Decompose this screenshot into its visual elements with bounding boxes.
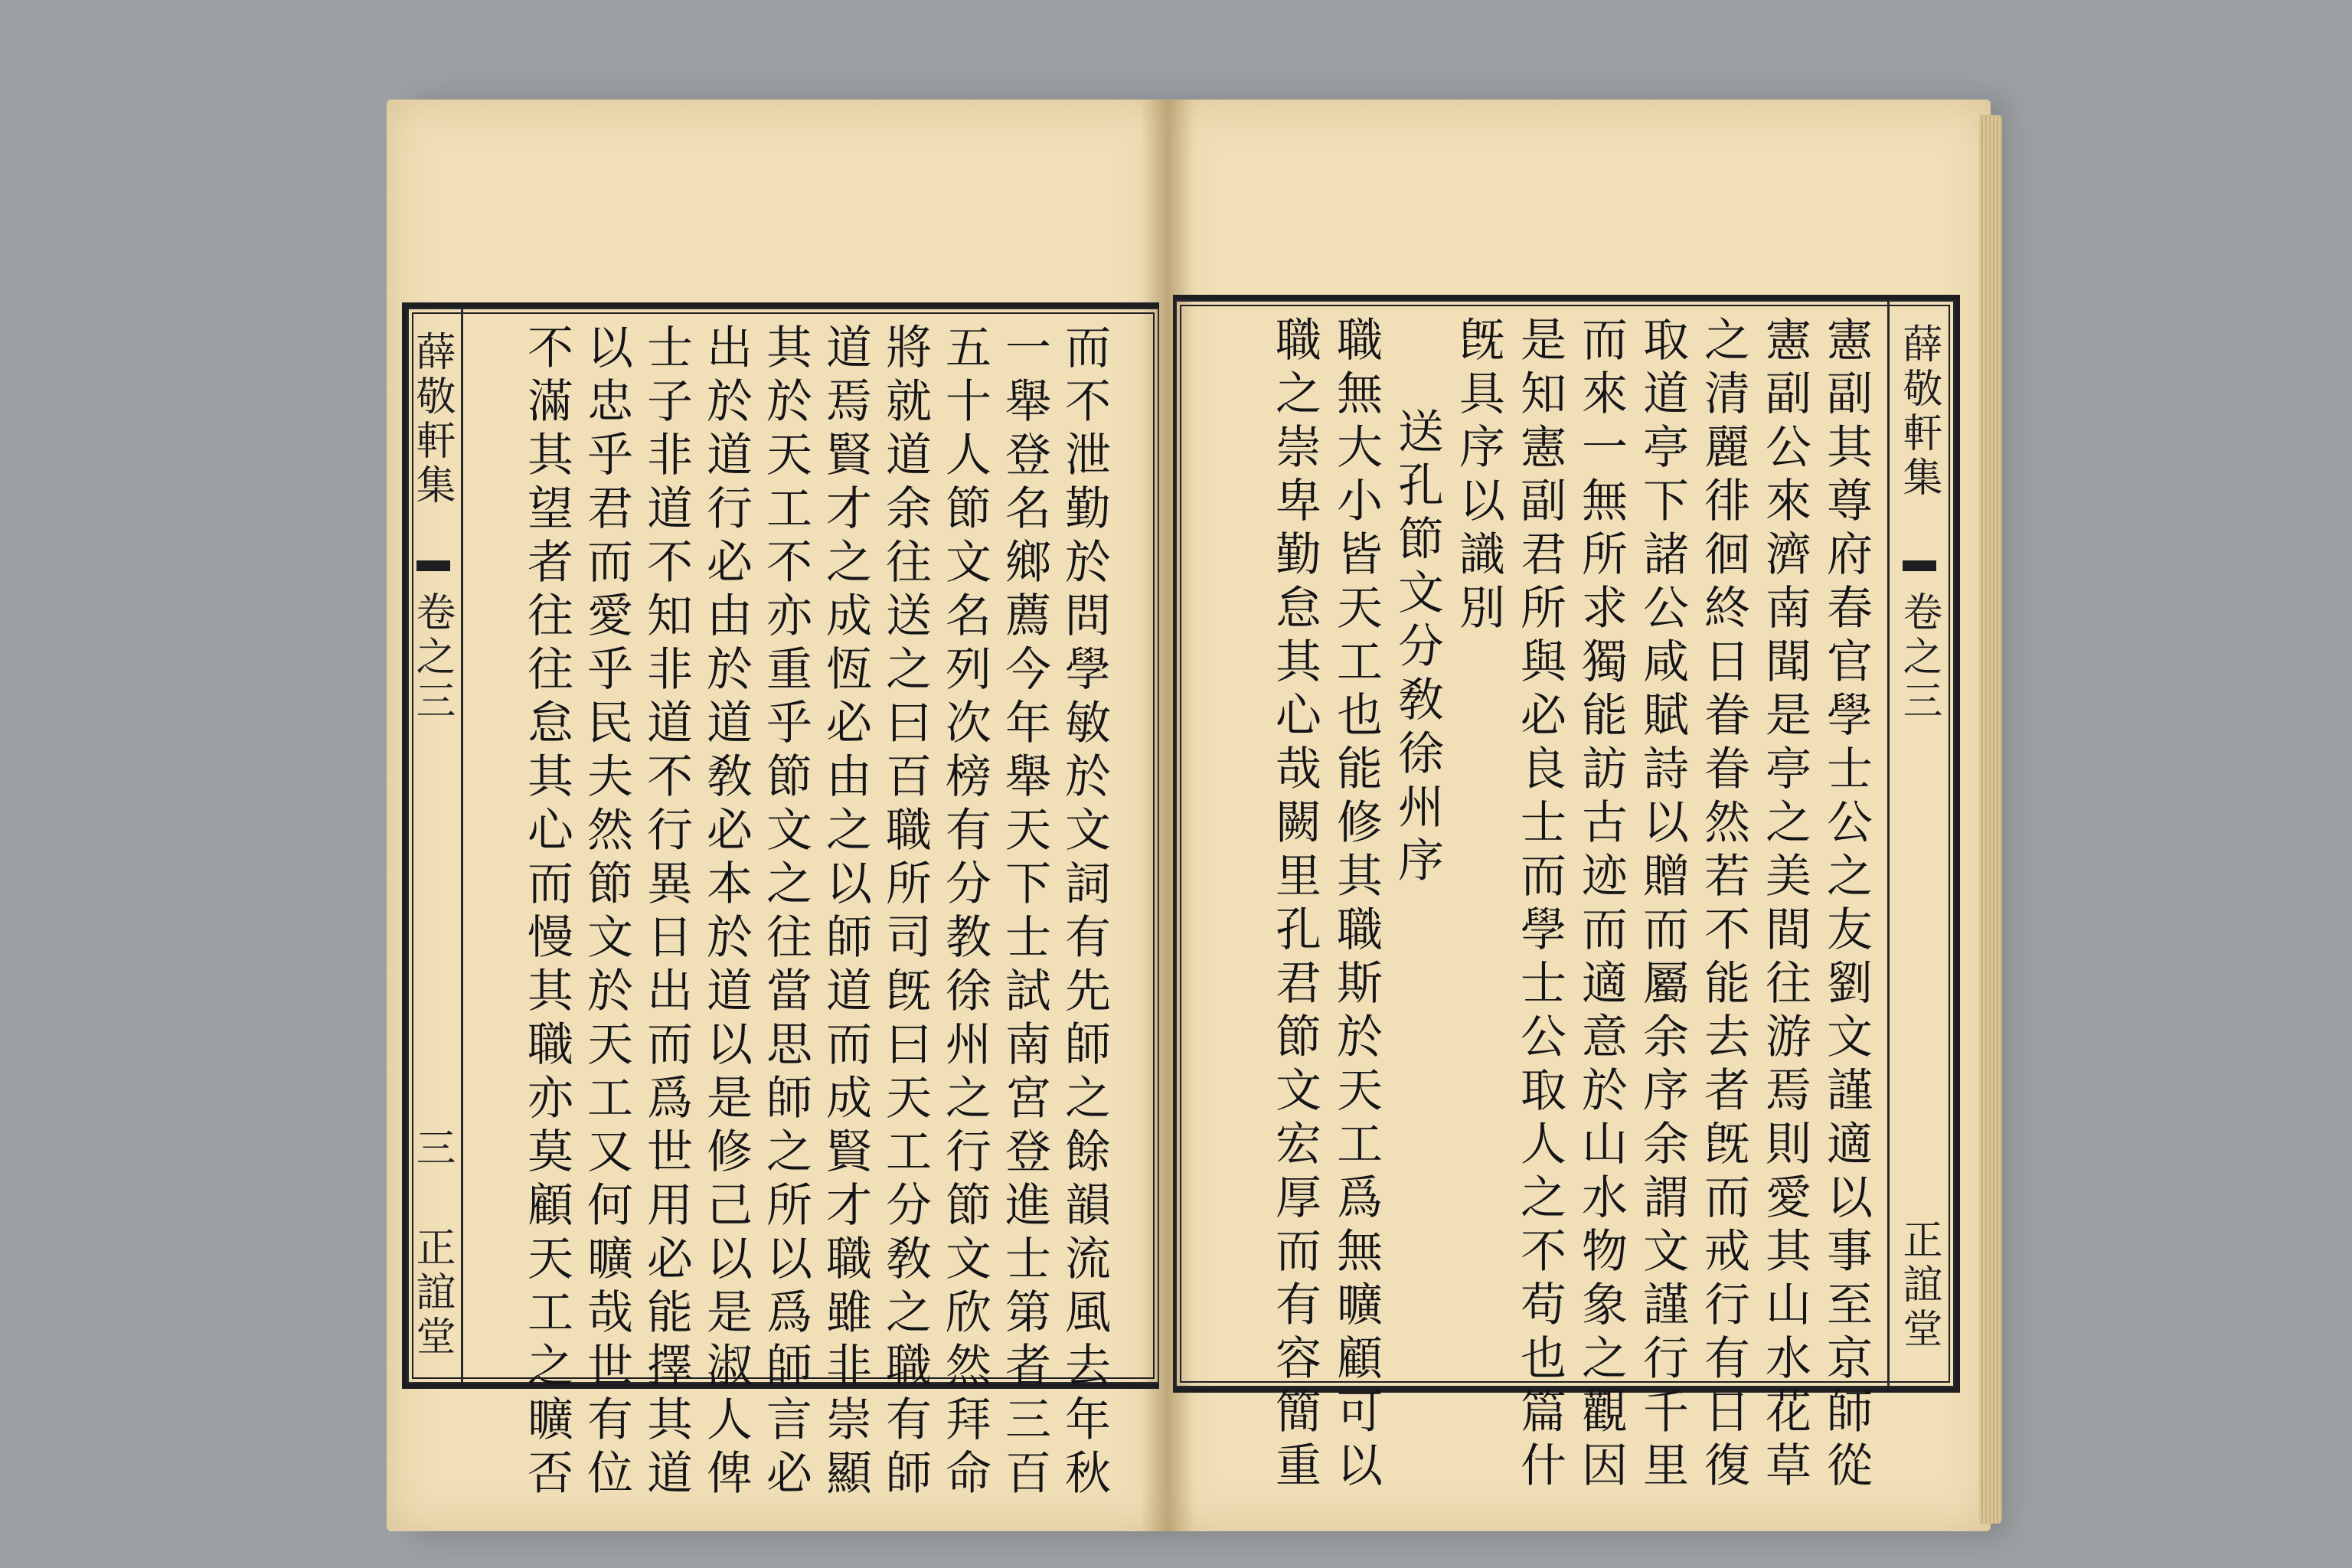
right-text-column-7: 旣具序以識別 (1452, 315, 1505, 637)
left-text-frame (402, 302, 1159, 1502)
right-fishtail-mark (1903, 560, 1936, 571)
right-text-column-9: 職無大小皆天工也能修其職斯於天工爲無曠顧可以 (1329, 315, 1383, 1494)
left-text-column-8: 士子非道不知非道不行異日出而爲世用必能擇其道 (639, 323, 693, 1502)
left-text-column-2: 一舉登名鄉薦今年舉天下士試南宮登進士第者三百 (998, 323, 1051, 1502)
right-text-column-2: 憲副公來濟南聞是亭之美間往游焉則愛其山水花草 (1758, 315, 1811, 1494)
left-text-column-1: 而不泄勤於問學敏於文詞有先師之餘韻流風去年秋 (1057, 323, 1111, 1502)
right-text-column-5: 而來一無所求獨能訪古迹而適意於山水物象之觀因 (1574, 315, 1628, 1494)
left-text-column-4: 將就道余往送之曰百職所司旣曰天工分敎之職有師 (878, 323, 932, 1502)
right-margin-title: 薛敬軒集 (1896, 323, 1942, 501)
left-text-column-5: 道焉賢才之成恆必由之以師道而成賢才職雖非崇顯 (818, 323, 872, 1502)
right-text-column-3: 之清麗徘徊終日眷眷然若不能去者旣而戒行有日復 (1697, 315, 1750, 1494)
left-text-column-10: 不滿其望者往往怠其心而慢其職亦莫顧天工之曠否 (520, 323, 573, 1502)
left-margin-hall: 正誼堂 (409, 1227, 455, 1360)
left-margin-rule (461, 308, 463, 1383)
left-text-column-3: 五十人節文名列次榜有分教徐州之行節文欣然拜命 (938, 323, 991, 1502)
right-text-frame (1173, 295, 1960, 1494)
right-text-column-6: 是知憲副君所與必良士而學士公取人之不苟也篇什 (1513, 315, 1566, 1494)
right-text-column-1: 憲副其尊府春官學士公之友劉文謹適以事至京師從 (1819, 315, 1873, 1494)
page-edges (1979, 115, 2002, 1524)
right-text-column-10: 職之崇卑勤怠其心哉闕里孔君節文宏厚而有容簡重 (1268, 315, 1321, 1494)
left-margin-title: 薛敬軒集 (409, 331, 455, 508)
left-text-column-7: 出於道行必由於道敎必本於道以是修己以是淑人俾 (699, 323, 753, 1502)
left-text-column-9: 以忠乎君而愛乎民夫然節文於天工又何曠哉世有位 (580, 323, 633, 1502)
right-margin-volume: 卷之三 (1896, 591, 1942, 724)
right-section-heading: 送孔節文分敎徐州序 (1390, 407, 1444, 890)
right-margin-hall: 正誼堂 (1896, 1219, 1942, 1352)
left-fishtail-mark (416, 560, 450, 571)
left-margin-leaf: 三 (409, 1127, 455, 1171)
left-text-column-6: 其於天工不亦重乎節文之往當思師之所以爲師言必 (759, 323, 812, 1502)
left-margin-volume: 卷之三 (409, 591, 455, 724)
right-margin-rule (1887, 300, 1890, 1387)
right-text-column-4: 取道亭下諸公咸賦詩以贈而屬余序余謂文謹行千里 (1635, 315, 1689, 1494)
